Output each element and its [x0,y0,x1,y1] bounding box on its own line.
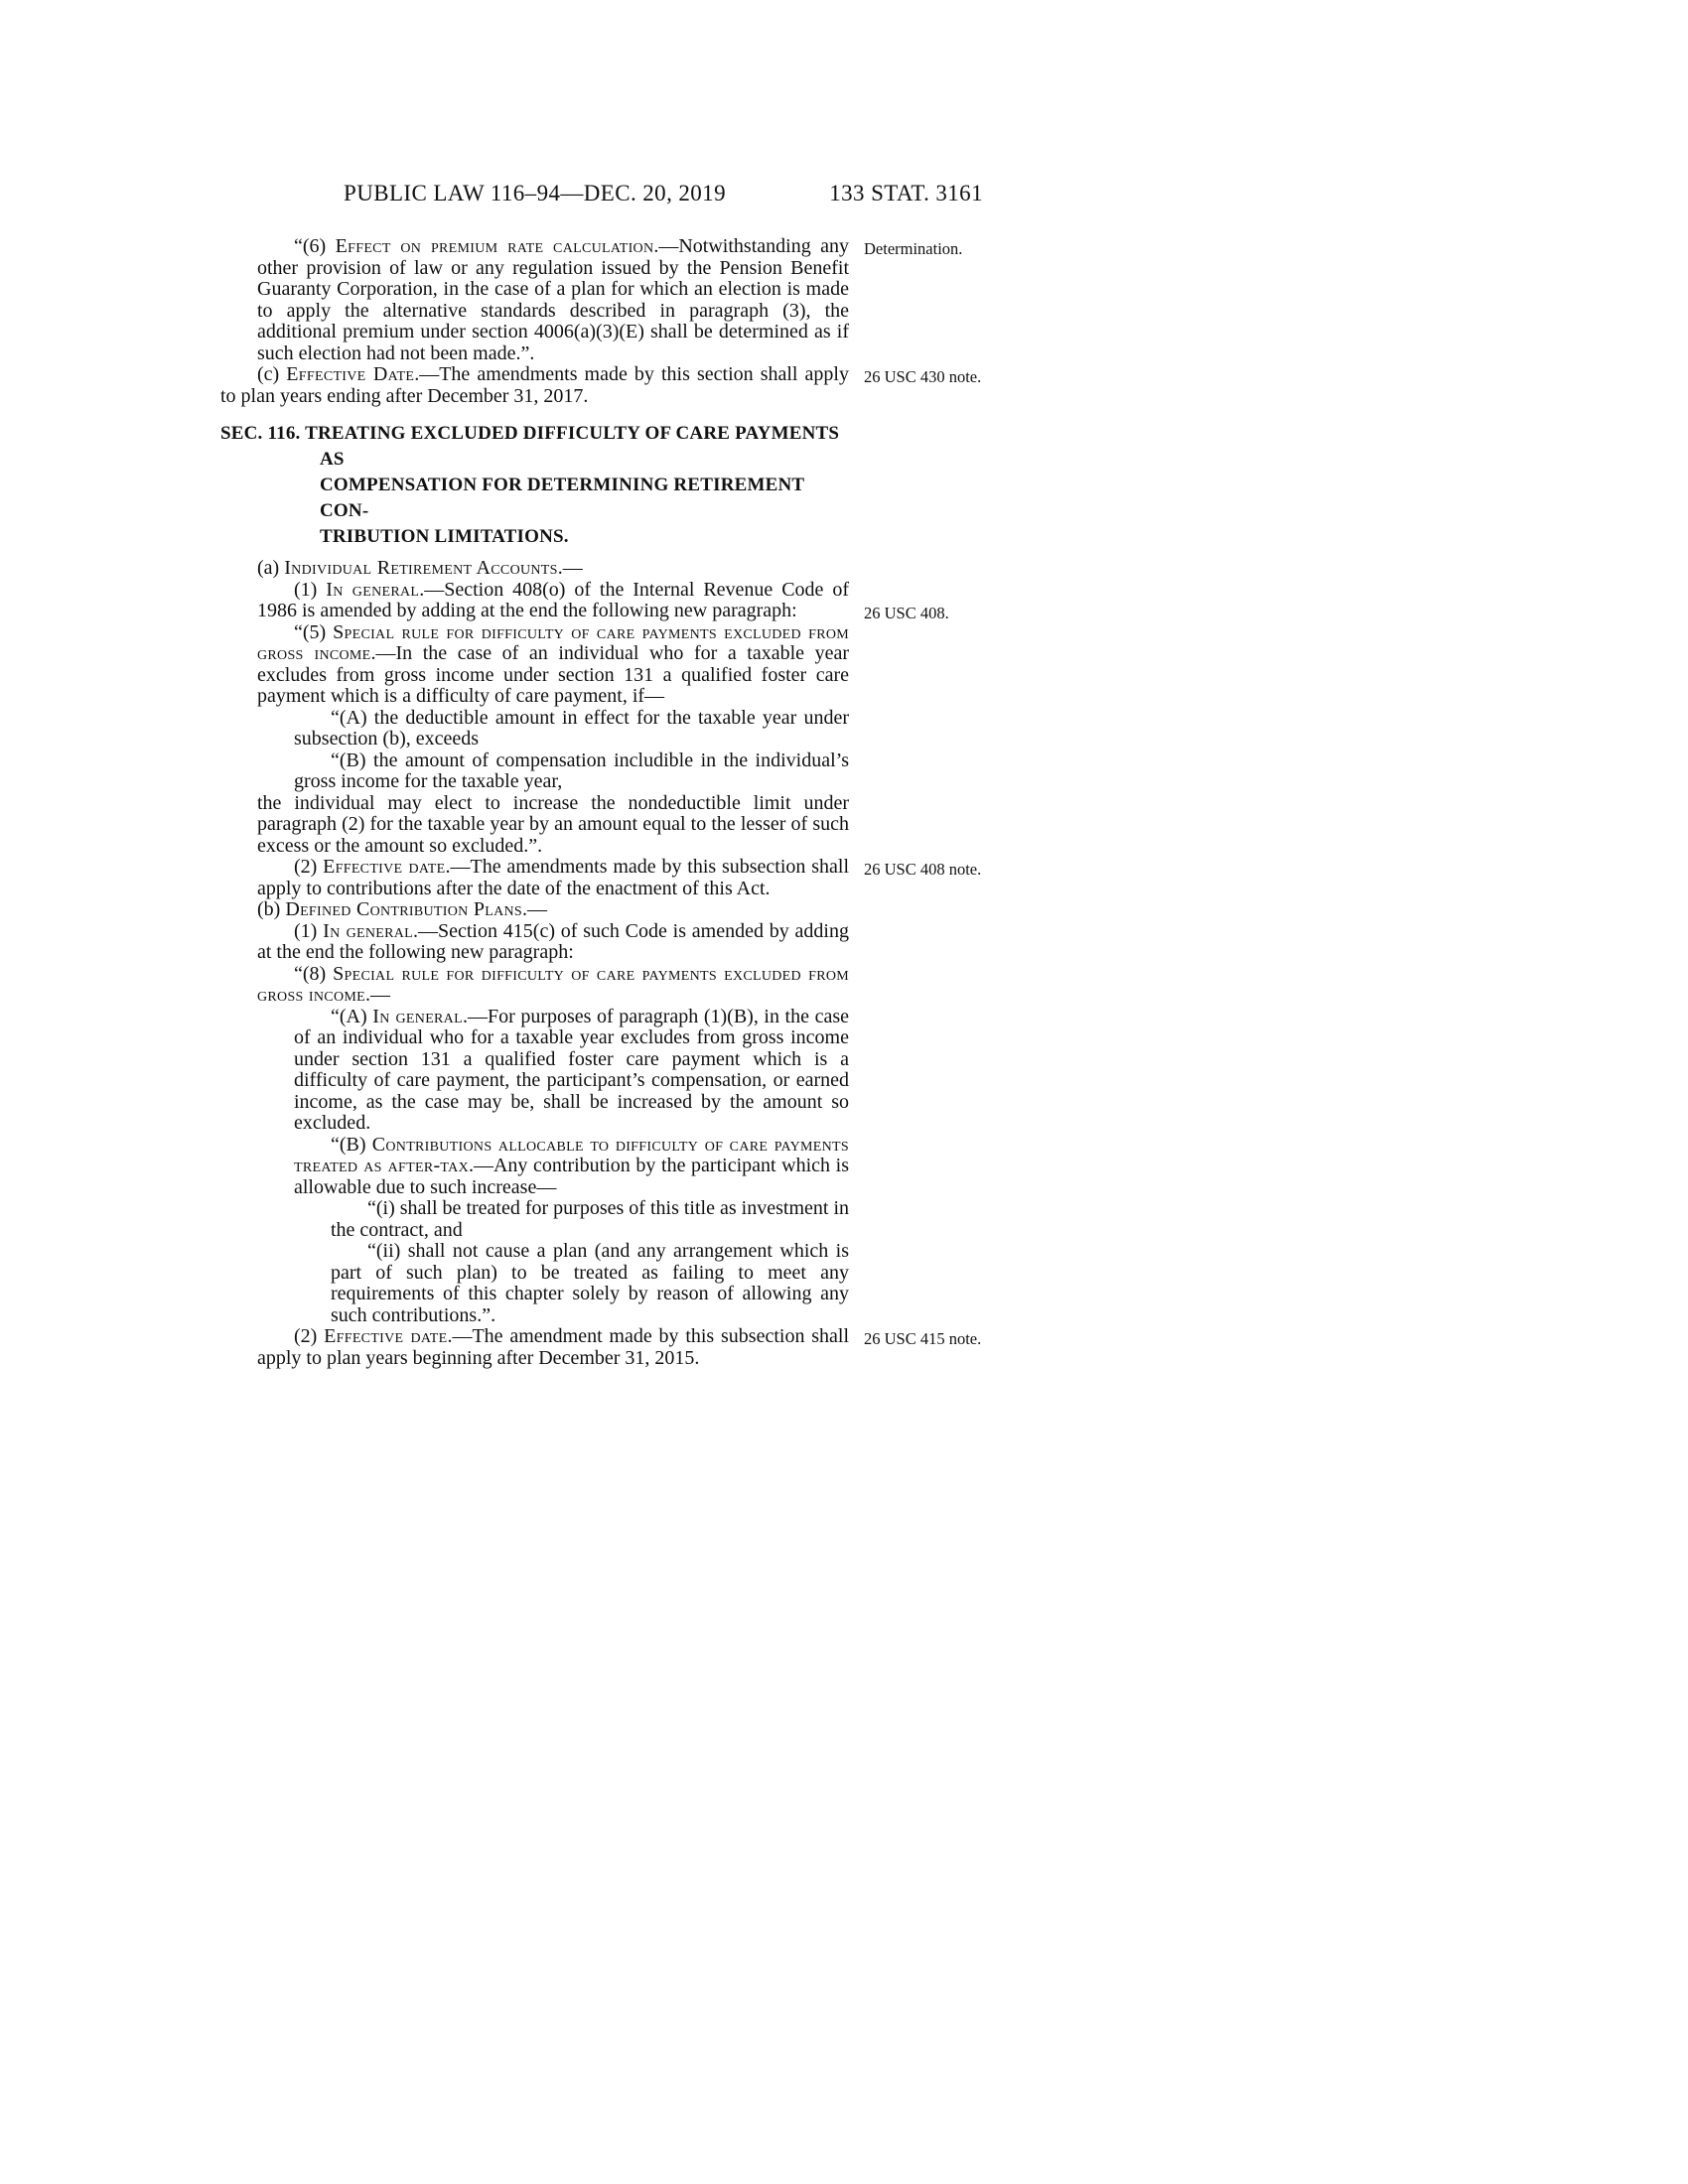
para-q5A-deductible-amount [294,708,849,751]
text-run: .—The amendment made by this subsection shall apply to plan years beginning after December 31, 2015. [257,1325,850,1369]
page-content [220,181,983,1369]
small-caps-heading: Effective date [324,1325,448,1347]
para-a2-effective-date [257,856,982,899]
section-heading-116 [220,421,849,550]
text-run: “(ii) shall not cause a plan (and any arrangement which is part of such plan) to be treated as failing to meet any requirements of this chapter solely by reason of allowing any such contributions.”. [331,1240,849,1326]
section-heading-line: COMPENSATION FOR DETERMINING RETIREMENT CON- [320,475,804,521]
text-run: .—Section 415(c) of such Code is amended by adding at the end the following new paragraph: [257,919,849,963]
text-run: the individual may elect to increase the nondeductible limit under paragraph (2) for the taxable year by an amount equal to the lesser of such excess or the amount so excluded.”. [257,791,849,857]
section-heading-line: SEC. 116. TREATING EXCLUDED DIFFICULTY OF CARE PAYMENTS AS [220,423,840,470]
small-caps-heading: In general [326,578,420,601]
text-run: .—The amendments made by this subsection shall apply to contributions after the date of the enactment of this Act. [257,856,850,899]
para-q8A-in-general [294,1007,849,1135]
para-q8B-contributions-allocable [294,1135,849,1199]
small-caps-heading: Effective Date [286,363,415,385]
para-q5B-compensation-includible [294,751,849,793]
small-caps-heading: Contributions allocable to difficulty of care payments treated as after-tax [294,1133,849,1176]
running-header-stat-page: 133 STAT. 3161 [829,181,983,205]
text-run: (2) [294,856,324,878]
small-caps-heading: Defined Contribution Plans [285,898,523,920]
text-run: “(A) [331,1005,373,1027]
margin-note: 26 USC 430 note. [864,367,982,386]
text-run: “(B) the amount of compensation includible in the individual’s gross income for the taxable year, [294,749,849,792]
small-caps-heading: Special rule for difficulty of care payments excluded from gross income [257,620,849,664]
para-q8B-i-investment [331,1198,849,1241]
small-caps-heading: Effect on premium rate calculation [335,235,654,257]
text-run: (1) [294,578,327,601]
text-run: (c) [257,363,287,385]
text-run: .—Any contribution by the participant which is allowable due to such increase— [294,1155,850,1198]
para-q8B-ii-not-cause-plan [331,1241,849,1326]
small-caps-heading: Special rule for difficulty of care payments excluded from gross income [257,962,849,1006]
para-a1-in-general [257,578,949,622]
small-caps-heading: Individual Retirement Accounts [284,557,558,579]
text-run: “(B) [331,1133,372,1156]
text-run: .— [557,557,583,579]
text-run: “(i) shall be treated for purposes of this title as investment in the contract, and [331,1197,849,1241]
text-run: “(A) the deductible amount in effect for the taxable year under subsection (b), exceeds [294,706,849,750]
small-caps-heading: In general [372,1005,463,1027]
text-run: .— [522,898,548,920]
margin-note: 26 USC 408 note. [864,860,982,879]
text-run: .—For purposes of paragraph (1)(B), in the case of an individual who for a taxable year excludes from gross income under section 131 a qualified foster care payment which is a difficulty of care payment, the participant’s compensation, or earned income, as the case may be, shall be increased by the amount so excluded. [294,1005,850,1134]
text-run: .—Section 408(o) of the Internal Revenue Code of 1986 is amended by adding at the end the following new paragraph: [257,578,849,621]
small-caps-heading: Effective date [323,856,446,878]
section-heading-line: TRIBUTION LIMITATIONS. [320,526,569,547]
text-run: “(8) [294,962,334,985]
text-run: (1) [294,919,324,942]
text-run: .—Notwithstanding any other provision of law or any regulation issued by the Pension Benefit Guaranty Corporation, in the case of a plan for which an election is made to apply the alternative standards described in paragraph (3), the additional premium under section 4006(a)(3)(E) shall be determined as if such election had not been made.”. [257,235,849,364]
text-run: “(6) [294,235,336,257]
text-run: (2) [294,1325,325,1347]
running-header [220,181,983,206]
text-run: “(5) [294,620,334,643]
para-q5-special-rule [257,622,849,708]
running-header-law-title: PUBLIC LAW 116–94—DEC. 20, 2019 [344,181,726,205]
document-body [220,235,982,1369]
para-b1-in-general [257,921,849,964]
margin-note: 26 USC 415 note. [864,1329,982,1348]
para-a-individual-retirement-accounts [220,558,849,580]
para-q8-special-rule [257,964,849,1007]
para-6-premium-rate-calculation [257,235,963,364]
text-run: .—The amendments made by this section shall apply to plan years ending after December 31, 2017. [220,363,849,407]
para-b-defined-contribution-plans [220,899,849,921]
text-run: (b) [257,898,286,920]
text-run: .—In the case of an individual who for a taxable year excludes from gross income under section 131 a qualified foster care payment which is a difficulty of care payment, if— [257,642,850,707]
text-run: (a) [257,557,285,579]
para-b2-effective-date [257,1325,982,1369]
margin-note: Determination. [864,239,963,258]
small-caps-heading: In general [323,919,413,942]
para-q5-flush-continuation [257,793,849,858]
margin-note: 26 USC 408. [864,604,949,622]
text-run: .— [364,984,390,1006]
para-c-effective-date [220,363,982,407]
